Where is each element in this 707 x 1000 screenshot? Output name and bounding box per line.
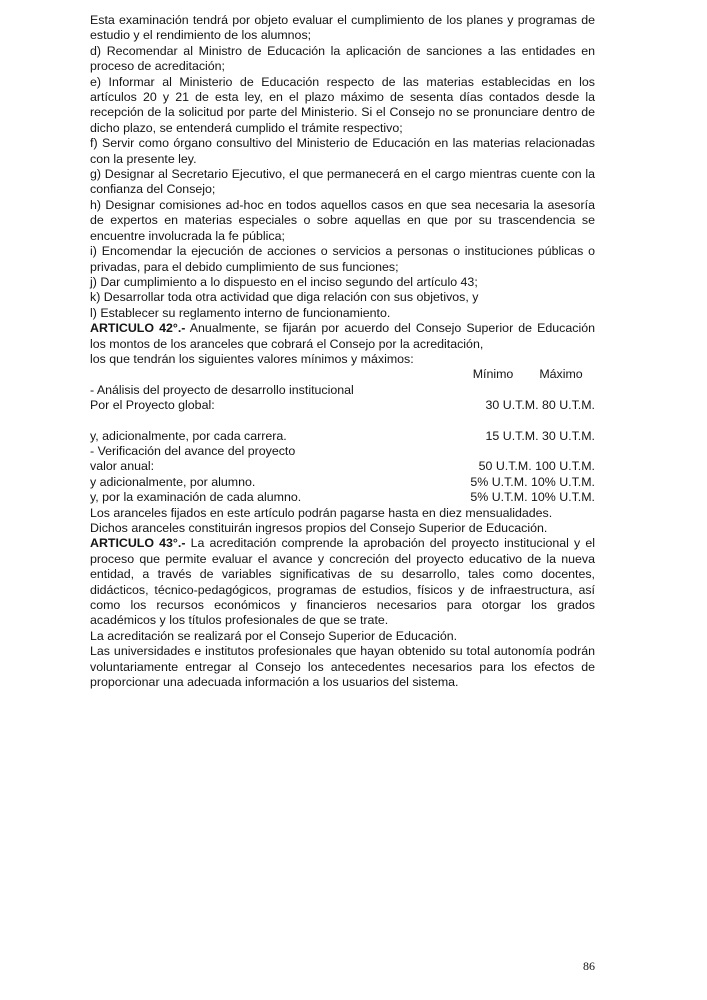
paragraph-aranceles: Los aranceles fijados en este artículo podrán pagarse hasta en diez mensualidades. (90, 505, 553, 520)
document-body (90, 13, 595, 690)
fee-label: y, por la examinación de cada alumno. (90, 490, 302, 505)
col-minimo: Mínimo (472, 367, 514, 382)
paragraph-ingresos: Dichos aranceles constituirán ingresos propios del Consejo Superior de Educación. (90, 521, 548, 535)
item-d: d) Recomendar al Ministro de Educación la aplicación de sanciones a las entidades en proceso de acreditación; (90, 43, 595, 74)
item-e: e) Informar al Ministerio de Educación respecto de las materias establecidas en los artículos 20 y 21 de esta ley, en el plazo máximo de sesenta días contados desde la recepción de la solicitud por parte del Ministerio. Si el Consejo no se pronunciare dentro de dicho plazo, se entenderá cumplido el trámite respectivo; (90, 74, 595, 135)
item-i: i) Encomendar la ejecución de acciones o servicios a personas o instituciones públicas o privadas, para el debido cumplimiento de sus funciones; (90, 244, 595, 274)
fee-section-verificacion: - Verificación del avance del proyecto (90, 443, 296, 458)
fee-row-por-carrera (90, 429, 595, 444)
item-j: j) Dar cumplimiento a lo dispuesto en el inciso segundo del artículo 43; (90, 274, 478, 289)
article-43-paragraph-2: La acreditación se realizará por el Consejo Superior de Educación. (90, 628, 458, 643)
article-43-paragraph-3: Las universidades e institutos profesionales que hayan obtenido su total autonomía podrán voluntariamente entregar al Consejo los antecedentes necesarios para los efectos de proporcionar una adecuada información a los usuarios del sistema. (90, 644, 595, 690)
article-43-heading: ARTICULO 43°.- (90, 536, 186, 551)
fee-value: 5% U.T.M. 10% U.T.M. (470, 474, 595, 489)
paragraph-intro: Esta examinación tendrá por objeto evaluar el cumplimiento de los planes y programas de estudio y el rendimiento de los alumnos; (90, 13, 595, 43)
col-maximo: Máximo (539, 367, 583, 382)
article-42-intro: los que tendrán los siguientes valores mínimos y máximos: (90, 351, 414, 366)
item-k: k) Desarrollar toda otra actividad que diga relación con sus objetivos, y (90, 290, 479, 305)
article-43-paragraph (90, 536, 595, 628)
article-42-paragraph (90, 321, 595, 352)
fee-label: y adicionalmente, por alumno. (90, 474, 256, 489)
item-h: h) Designar comisiones ad-hoc en todos aquellos casos en que sea necesaria la asesoría de expertos en materias especiales o sobre aquellas en que por su trascendencia se encuentre involucrada la fe pública; (90, 197, 595, 243)
item-f: f) Servir como órgano consultivo del Ministerio de Educación en las materias relacionadas con la presente ley. (90, 136, 595, 166)
fee-section-analisis: - Análisis del proyecto de desarrollo institucional (90, 382, 354, 397)
page-number: 86 (583, 959, 595, 973)
item-g: g) Designar al Secretario Ejecutivo, el que permanecerá en el cargo mientras cuente con la confianza del Consejo; (90, 167, 595, 197)
fee-value: 50 U.T.M. 100 U.T.M. (478, 459, 595, 474)
article-43-text: La acreditación comprende la aprobación del proyecto institucional y el proceso que permite evaluar el avance y concreción del proyecto educativo de la nueva entidad, a través de variables significativas de su desarrollo, tales como docentes, didácticos, técnico-pedagógicos, programas de estudios, físicos y de infraestructura, así como los recursos económicos y financieros necesarios para otorgar los grados académicos y los títulos profesionales de que se trate. (90, 536, 595, 628)
article-42-heading: ARTICULO 42°.- (90, 321, 186, 336)
fee-value: 30 U.T.M. 80 U.T.M. (485, 398, 595, 413)
fee-label: y, adicionalmente, por cada carrera. (90, 428, 287, 443)
fee-value: 5% U.T.M. 10% U.T.M. (470, 490, 595, 505)
fee-row-valor-anual (90, 459, 595, 474)
fee-label: valor anual: (90, 459, 155, 474)
fee-label: Por el Proyecto global: (90, 398, 215, 413)
item-l: l) Establecer su reglamento interno de funcionamiento. (90, 305, 391, 320)
fee-row-examinacion (90, 490, 595, 505)
fee-row-proyecto-global (90, 398, 595, 413)
article-42-text: Anualmente, se fijarán por acuerdo del Consejo Superior de Educación los montos de los aranceles que cobrará el Consejo por la acreditación, (90, 321, 595, 351)
fee-table-header (90, 367, 595, 382)
fee-row-por-alumno (90, 475, 595, 490)
fee-value: 15 U.T.M. 30 U.T.M. (485, 428, 595, 443)
